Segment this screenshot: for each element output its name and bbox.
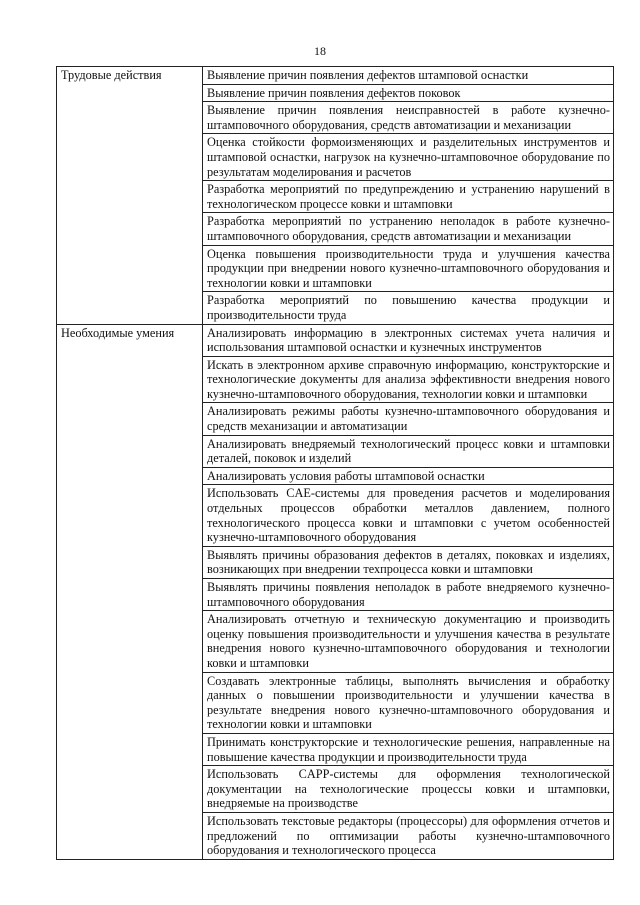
- section-item: Использовать текстовые редакторы (процессоры) для оформления отчетов и предложений по оптимизации работы кузнечно-штамповочного оборудования и технологического процесса: [203, 812, 614, 859]
- section-item: Принимать конструкторские и технологические решения, направленные на повышение качества продукции и производительности труда: [203, 733, 614, 765]
- table-row: [57, 324, 614, 356]
- section-item: Выявлять причины появления неполадок в работе внедряемого кузнечно-штамповочного оборудования: [203, 579, 614, 611]
- section-item: Разработка мероприятий по устранению неполадок в работе кузнечно-штамповочного оборудования, средств автоматизации и механизации: [203, 213, 614, 245]
- section-label: Необходимые умения: [57, 324, 203, 859]
- section-item: Оценка повышения производительности труда и улучшения качества продукции при внедрении нового кузнечно-штамповочного оборудования и технологии ковки и штамповки: [203, 245, 614, 292]
- section-item: Оценка стойкости формоизменяющих и разделительных инструментов и штамповой оснастки, нагрузок на кузнечно-штамповочное оборудование по результатам моделирования и расчетов: [203, 134, 614, 181]
- section-item: Анализировать отчетную и техническую документацию и производить оценку повышения производительности и улучшения качества в результате внедрения нового кузнечно-штамповочного оборудования и технологии ковки и штамповки: [203, 611, 614, 672]
- section-item: Искать в электронном архиве справочную информацию, конструкторские и технологические документы для анализа эффективности внедрения нового кузнечно-штамповочного оборудования, технологии ковки и штамповки: [203, 356, 614, 403]
- section-item: Анализировать режимы работы кузнечно-штамповочного оборудования и средств механизации и автоматизации: [203, 403, 614, 435]
- section-item: Использовать CAE-системы для проведения расчетов и моделирования отдельных процессов обработки металлов давлением, полного технологического процесса ковки и штамповки с учетом особенностей кузнечно-штамповочного оборудования: [203, 485, 614, 546]
- section-item: Выявление причин появления дефектов штамповой оснастки: [203, 67, 614, 85]
- section-item: Анализировать условия работы штамповой оснастки: [203, 467, 614, 485]
- table-row: [57, 67, 614, 85]
- page-number: 18: [314, 44, 326, 58]
- section-item: Выявление причин появления дефектов поковок: [203, 84, 614, 102]
- section-item: Использовать CAPP-системы для оформления технологической документации на технологические процессы ковки и штамповки, внедряемые на производстве: [203, 766, 614, 813]
- section-item: Выявление причин появления неисправностей в работе кузнечно-штамповочного оборудования, средств автоматизации и механизации: [203, 102, 614, 134]
- competency-table-body: [57, 67, 614, 860]
- section-label: Трудовые действия: [57, 67, 203, 325]
- section-item: Разработка мероприятий по повышению качества продукции и производительности труда: [203, 292, 614, 324]
- section-item: Выявлять причины образования дефектов в деталях, поковках и изделиях, возникающих при внедрении техпроцесса ковки и штамповки: [203, 546, 614, 578]
- section-item: Создавать электронные таблицы, выполнять вычисления и обработку данных о повышении производительности и улучшении качества в результате внедрения нового кузнечно-штамповочного оборудования и технологии ковки и штамповки: [203, 672, 614, 733]
- competency-table: [56, 66, 614, 860]
- section-item: Анализировать внедряемый технологический процесс ковки и штамповки деталей, поковок и изделий: [203, 435, 614, 467]
- section-item: Анализировать информацию в электронных системах учета наличия и использования штамповой оснастки и кузнечных инструментов: [203, 324, 614, 356]
- section-item: Разработка мероприятий по предупреждению и устранению нарушений в технологическом процессе ковки и штамповки: [203, 181, 614, 213]
